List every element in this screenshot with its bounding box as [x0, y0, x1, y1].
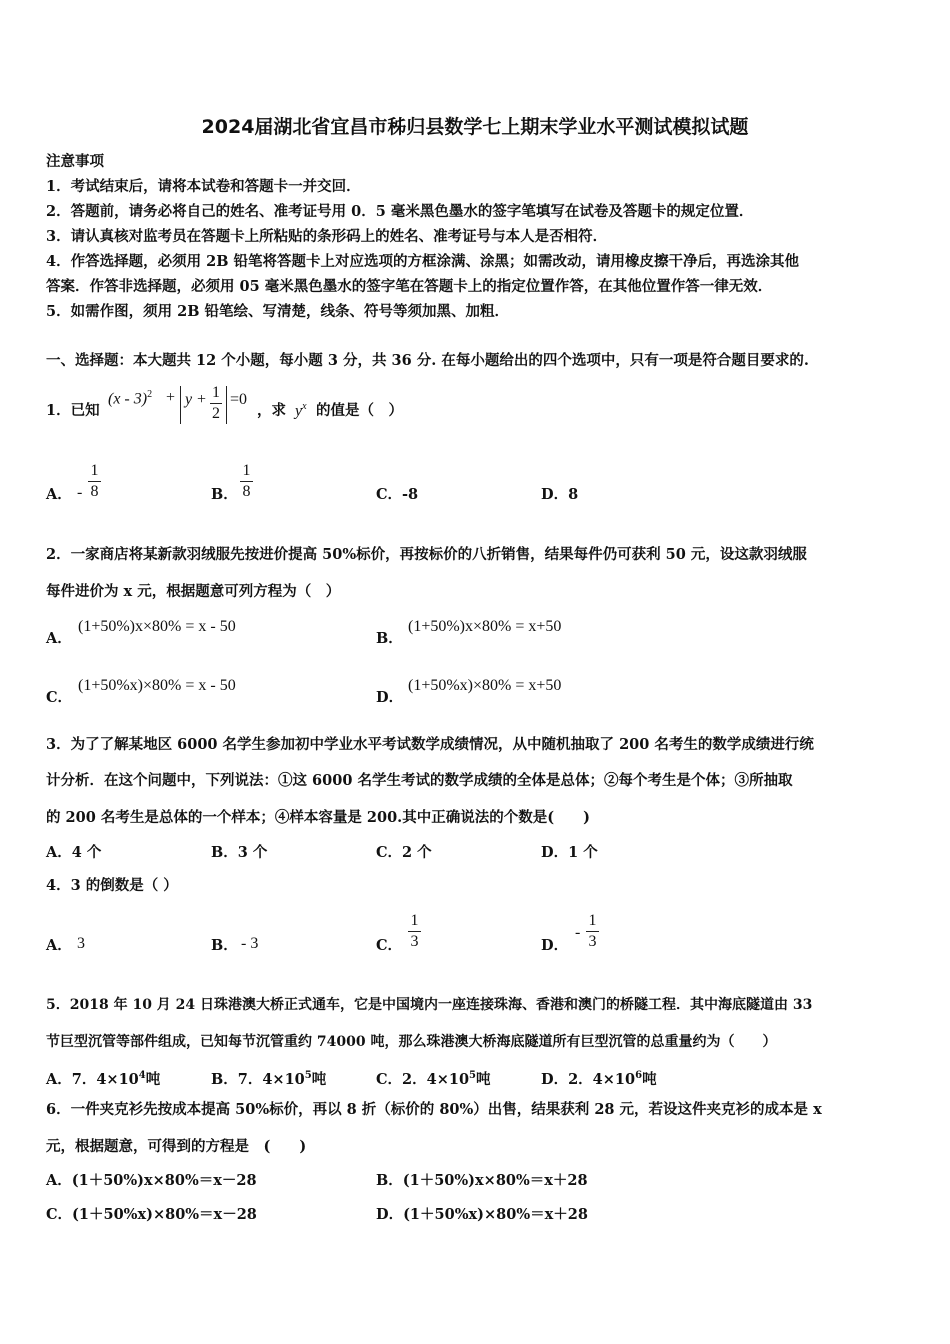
q5-line2: 节巨型沉管等部件组成，已知每节沉管重约 74000 吨，那么珠港澳大桥海底隧道所有巨型沉管的总重量约为（ ）	[46, 1034, 777, 1050]
q6-option-d: D．(1＋50%x)×80%＝x＋28	[376, 1206, 588, 1223]
q4-option-b-val: - 3	[241, 935, 259, 952]
q2-option-d-expr: (1+50%x)×80% = x+50	[408, 677, 562, 694]
q1-option-b-fraction: 1 8	[240, 462, 253, 501]
q3-option-c: C．2 个	[376, 844, 432, 861]
q3-option-a: A．4 个	[46, 844, 102, 861]
notice-item-1: 1．考试结束后，请将本试卷和答题卡一并交回．	[46, 178, 361, 195]
q4-option-a-val: 3	[77, 935, 85, 952]
q1-option-c: C．-8	[376, 486, 419, 503]
q2-line2: 每件进价为 x 元，根据题意可列方程为（ ）	[46, 583, 341, 600]
q4-option-a-label: A．	[46, 937, 72, 954]
q1-abs-y: y	[185, 391, 193, 408]
q1-prefix: 1．已知	[46, 402, 100, 419]
q3-line1: 3．为了了解某地区 6000 名学生参加初中学业水平考试数学成绩情况，从中随机抽取了 200 名考生的数学成绩进行统	[46, 736, 814, 753]
q1-abs-right-bar	[226, 386, 227, 424]
q5-option-a: A．7．$4\times 10^4$吨	[46, 1070, 161, 1088]
notice-item-4: 4．作答选择题，必须用 2B 铅笔将答题卡上对应选项的方框涂满、涂黑；如需改动，请用橡皮擦干净后，再选涂其他	[46, 253, 800, 270]
q1-option-b-label: B．	[211, 486, 238, 503]
q4-option-d-fraction: 1 3	[586, 912, 599, 951]
q1-expr-left: (x - 3)$^2$	[108, 389, 153, 408]
notice-item-4-cont: 答案．作答非选择题，必须用 05 毫米黑色墨水的签字笔在答题卡上的指定位置作答，在其他位置作答一律无效．	[46, 278, 773, 295]
q2-option-d-label: D．	[376, 689, 404, 706]
q5-option-d: D．2．$4\times 10^6$吨	[541, 1070, 657, 1088]
section-heading: 一、选择题：本大题共 12 个小题，每小题 3 分，共 36 分. 在每小题给出的四个选项中，只有一项是符合题目要求的.	[46, 352, 809, 369]
q1-suffix: ，求	[257, 402, 286, 419]
q5-option-c: C．2．$4\times 10^5$吨	[376, 1070, 491, 1088]
q4-option-c-fraction: 1 3	[408, 912, 421, 951]
q3-option-b: B．3 个	[211, 844, 268, 861]
q2-option-b-label: B．	[376, 630, 403, 647]
q1-option-a-label: A．	[46, 486, 72, 503]
q4-option-b-label: B．	[211, 937, 238, 954]
q6-option-b: B．(1＋50%)x×80%＝x＋28	[376, 1172, 588, 1189]
q2-option-a-label: A．	[46, 630, 72, 647]
notice-item-3: 3．请认真核对监考员在答题卡上所粘贴的条形码上的姓名、准考证号与本人是否相符．	[46, 228, 608, 245]
q3-line2: 计分析．在这个问题中，下列说法：①这 6000 名学生考试的数学成绩的全体是总体；②每个考生是个体；③所抽取	[46, 772, 793, 789]
q4-option-c-label: C．	[376, 937, 403, 954]
q3-line3: 的 200 名考生是总体的一个样本；④样本容量是 200.其中正确说法的个数是( )	[46, 809, 590, 826]
q1-abs-left-bar	[180, 386, 181, 424]
q1-eq-zero: =0	[230, 391, 248, 408]
q1-half-fraction	[210, 384, 222, 423]
q2-line1: 2．一家商店将某新款羽绒服先按进价提高 50%标价，再按标价的八折销售，结果每件仍可获利 50 元，设这款羽绒服	[46, 546, 807, 563]
q1-plus: +	[166, 389, 176, 406]
page-title: 2024届湖北省宜昌市秭归县数学七上期末学业水平测试模拟试题	[201, 116, 749, 138]
q1-option-d: D．8	[541, 486, 579, 503]
q2-option-c-label: C．	[46, 689, 73, 706]
q2-option-a-expr: (1+50%)x×80% = x - 50	[78, 618, 236, 635]
q2-option-c-expr: (1+50%x)×80% = x - 50	[78, 677, 236, 694]
q5-line1: 5．2018 年 10 月 24 日珠港澳大桥正式通车，它是中国境内一座连接珠海、香港和澳门的桥隧工程．其中海底隧道由 33	[46, 997, 813, 1013]
q1-half-num: 1	[212, 384, 220, 401]
q1-half-den: 2	[212, 405, 220, 422]
notice-item-2: 2．答题前，请务必将自己的姓名、准考证号用 0．5 毫米黑色墨水的签字笔填写在试卷及答题卡的规定位置．	[46, 203, 754, 220]
q1-option-a-sign: -	[77, 484, 83, 501]
q4-stem: 4．3 的倒数是（ ）	[46, 877, 178, 894]
notice-item-5: 5．如需作图，须用 2B 铅笔绘、写清楚，线条、符号等须加黑、加粗．	[46, 303, 510, 320]
q1-suffix2: 的值是（ ）	[316, 402, 403, 419]
q4-option-d-label: D．	[541, 937, 569, 954]
q4-option-d-sign: -	[575, 924, 581, 941]
q1-y-power-x: $y^x$	[295, 401, 307, 420]
q1-abs-plus: +	[197, 391, 207, 408]
q6-option-c: C．(1＋50%x)×80%＝x－28	[46, 1206, 257, 1223]
q6-line2: 元，根据题意，可得到的方程是 ( )	[46, 1138, 307, 1155]
q6-line1: 6．一件夹克衫先按成本提高 50%标价，再以 8 折（标价的 80%）出售，结果获利 28 元，若设这件夹克衫的成本是 x	[46, 1101, 822, 1118]
q3-option-d: D．1 个	[541, 844, 598, 861]
q1-option-a-fraction: 1 8	[88, 462, 101, 501]
q5-option-b: B．7．$4\times 10^5$吨	[211, 1070, 327, 1088]
notice-heading: 注意事项	[46, 153, 104, 170]
q2-option-b-expr: (1+50%)x×80% = x+50	[408, 618, 562, 635]
q6-option-a: A．(1＋50%)x×80%＝x－28	[46, 1172, 257, 1189]
